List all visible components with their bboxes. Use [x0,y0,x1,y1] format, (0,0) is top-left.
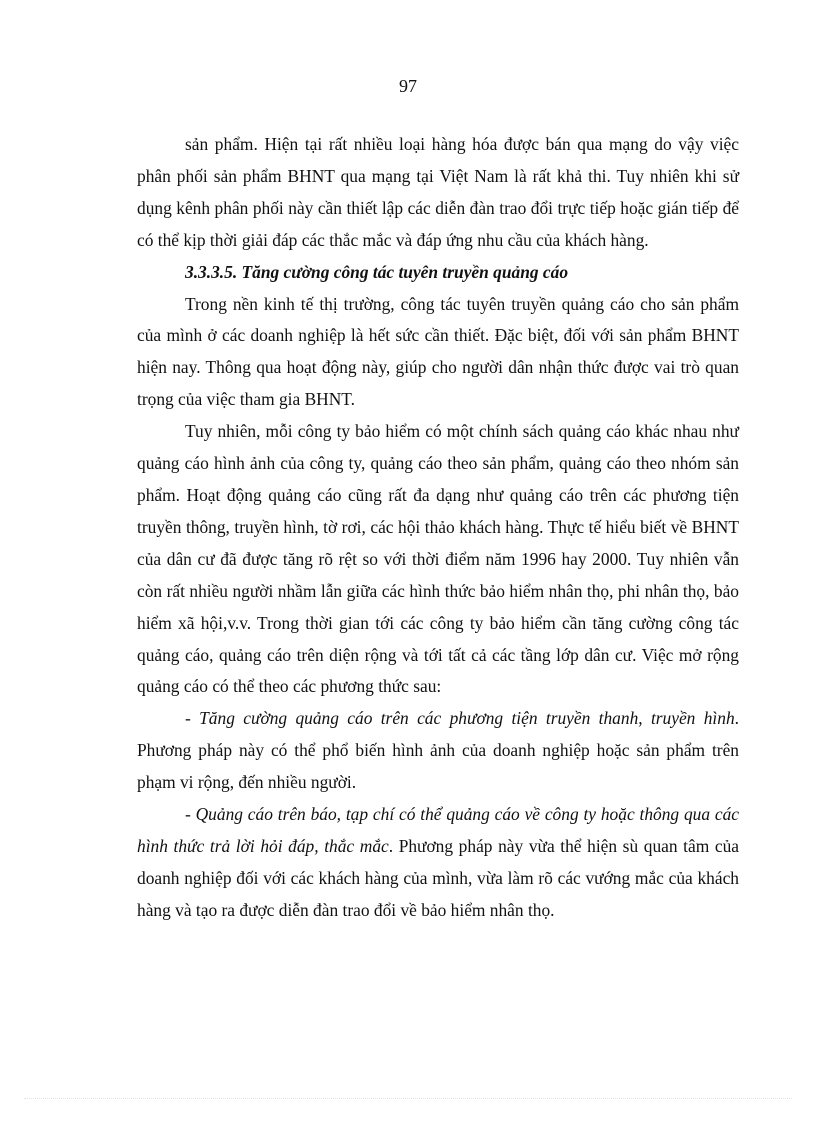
paragraph-advertising-intro: Trong nền kinh tế thị trường, công tác tuyên truyền quảng cáo cho sản phẩm của mình ở các doanh nghiệp là hết sức cần thiết. Đặc biệt, đối với sản phẩm BHNT hiện nay. Thông qua hoạt động này, giúp cho người dân nhận thức được vai trò quan trọng của việc tham gia BHNT. [137,293,739,410]
paragraph-advertising-policies: Tuy nhiên, mỗi công ty bảo hiểm có một chính sách quảng cáo khác nhau như quảng cáo hình ảnh của công ty, quảng cáo theo sản phẩm, quảng cáo theo nhóm sản phẩm. Hoạt động quảng cáo cũng rất đa dạng như quảng cáo trên các phương tiện truyền thông, truyền hình, tờ rơi, các hội thảo khách hàng. Thực tế hiểu biết về BHNT của dân cư đã được tăng rõ rệt so với thời điểm năm 1996 hay 2000. Tuy nhiên vẫn còn rất nhiều người nhầm lẫn giữa các hình thức bảo hiểm nhân thọ, phi nhân thọ, bảo hiểm xã hội,v.v. Trong thời gian tới các công ty bảo hiểm cần tăng cường công tác quảng cáo, quảng cáo trên diện rộng và tới tất cả các tầng lớp dân cư. Việc mở rộng quảng cáo có thể theo các phương thức sau: [137,421,739,697]
broadcast-method-lead: - Tăng cường quảng cáo trên các phương tiện truyền thanh, truyền hình [185,708,735,729]
broadcast-method-text: . Phương pháp này có thể phổ biến hình ảnh của doanh nghiệp hoặc sản phẩm trên phạm vi rộng, đến nhiều người. [137,708,739,793]
print-method-lead: - Quảng cáo trên báo, tạp chí có thể quảng cáo về công ty hoặc thông qua các hình thức trả lời hỏi đáp, thắc mắc [137,804,739,856]
page-number: 97 [399,76,417,96]
document-body [137,129,739,927]
print-method-text: . Phương pháp này vừa thể hiện sù quan tâm của doanh nghiệp đối với các khách hàng của mình, vừa làm rõ các vướng mắc của khách hàng và tạo ra được diễn đàn trao đổi về bảo hiểm nhân thọ. [137,835,739,920]
paragraph-print-method [137,799,739,927]
page-bottom-divider [24,1098,792,1099]
paragraph-broadcast-method [137,703,739,799]
paragraph-distribution-continued: sản phẩm. Hiện tại rất nhiều loại hàng hóa được bán qua mạng do vậy việc phân phối sản phẩm BHNT qua mạng tại Việt Nam là rất khả thi. Tuy nhiên khi sử dụng kênh phân phối này cần thiết lập các diễn đàn trao đổi trực tiếp hoặc gián tiếp để có thể kịp thời giải đáp các thắc mắc và đáp ứng nhu cầu của khách hàng. [137,134,739,250]
section-heading: 3.3.3.5. Tăng cường công tác tuyên truyền quảng cáo [185,261,569,282]
